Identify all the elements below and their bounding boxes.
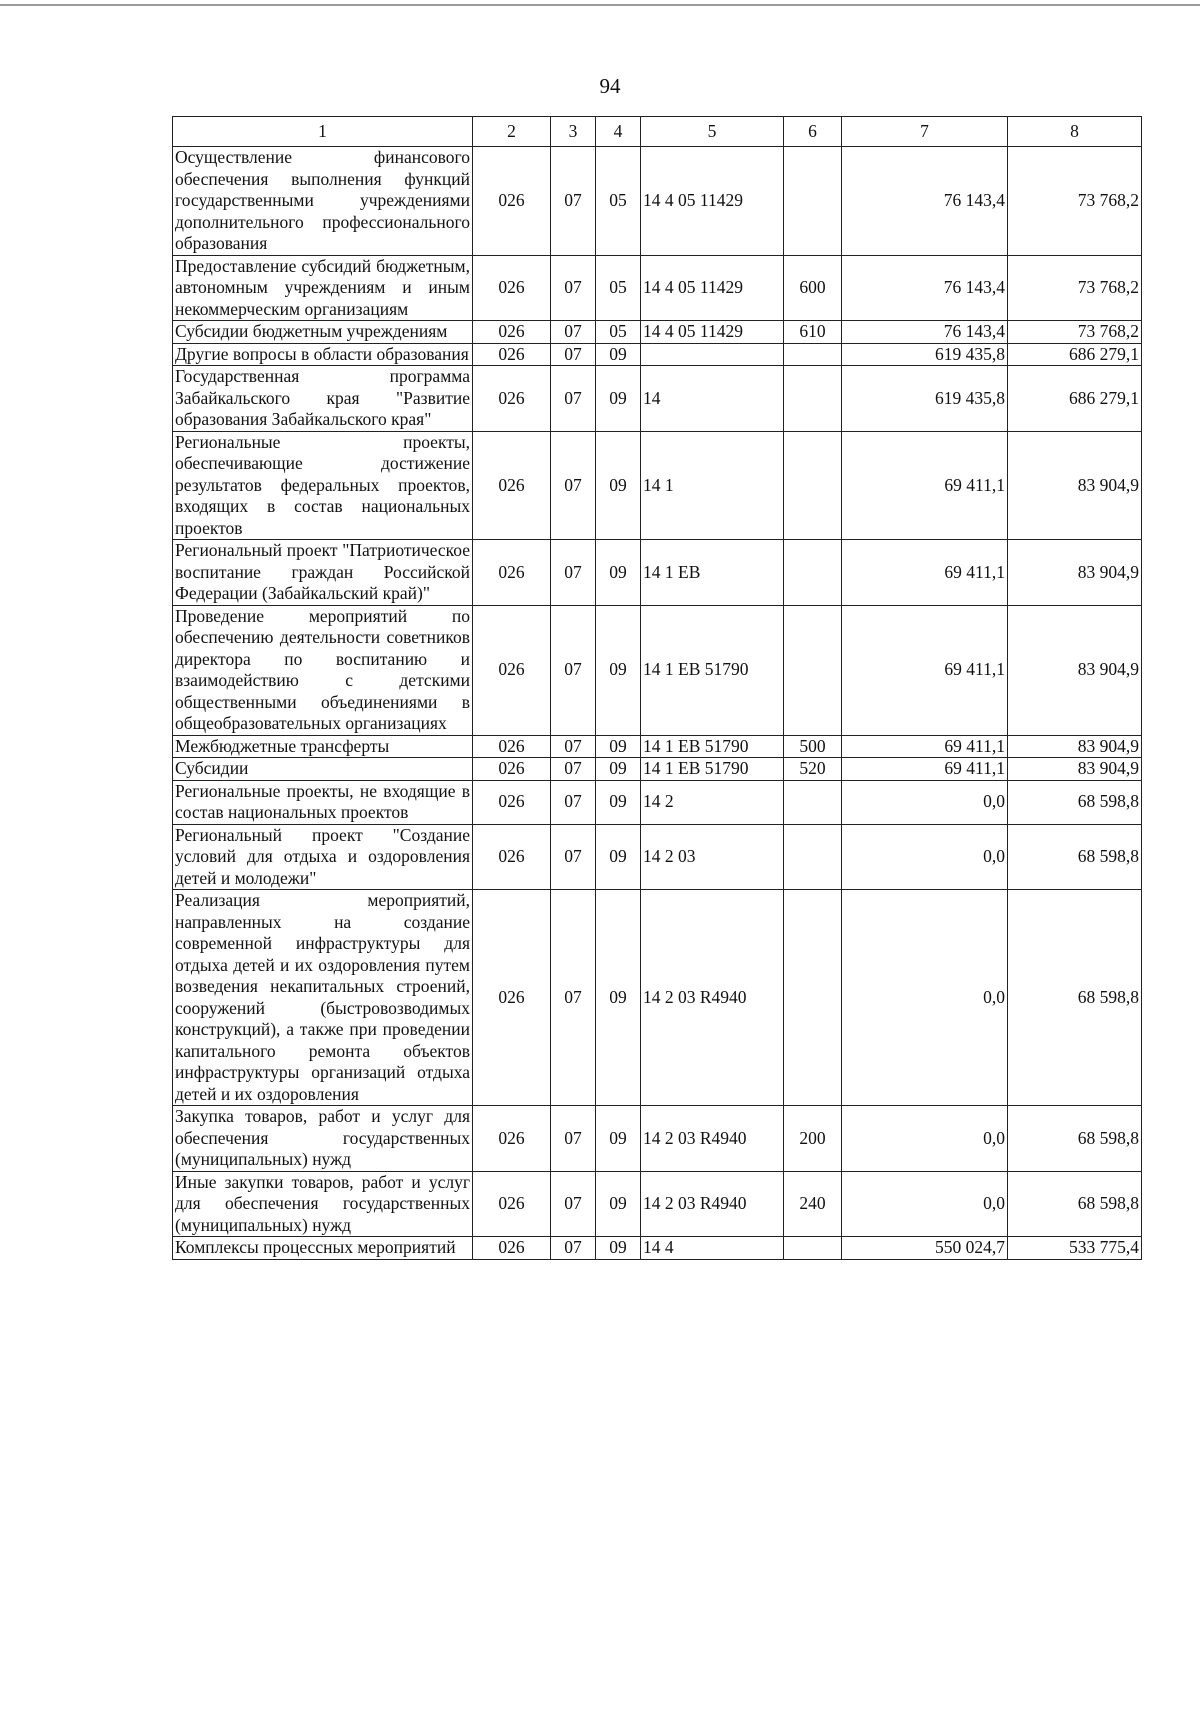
page-number: 94 xyxy=(599,74,621,98)
cell-section-code: 07 xyxy=(551,780,596,824)
cell-section-code: 07 xyxy=(551,255,596,321)
row-description: Закупка товаров, работ и услуг для обеспечения государственных (муниципальных) нужд xyxy=(173,1106,473,1172)
row-description: Другие вопросы в области образования xyxy=(173,343,473,366)
cell-target-article: 14 1 xyxy=(641,431,784,540)
cell-section-code: 07 xyxy=(551,343,596,366)
cell-subsection-code: 09 xyxy=(596,343,641,366)
cell-subsection-code: 09 xyxy=(596,1237,641,1260)
cell-subsection-code: 09 xyxy=(596,890,641,1106)
cell-amount-year2: 686 279,1 xyxy=(1008,366,1142,432)
cell-target-article: 14 1 ЕВ xyxy=(641,540,784,606)
column-header-4: 4 xyxy=(596,117,641,147)
budget-table xyxy=(172,116,1142,1260)
cell-section-code: 07 xyxy=(551,431,596,540)
table-row xyxy=(173,780,1142,824)
cell-target-article: 14 2 xyxy=(641,780,784,824)
table-row xyxy=(173,824,1142,890)
cell-expense-type xyxy=(784,605,842,735)
cell-subsection-code: 09 xyxy=(596,431,641,540)
row-description: Проведение мероприятий по обеспечению деятельности советников директора по воспитанию и взаимодействию с детскими общественными объединениями в общеобразовательных организациях xyxy=(173,605,473,735)
cell-amount-year2: 83 904,9 xyxy=(1008,431,1142,540)
column-header-2: 2 xyxy=(473,117,551,147)
cell-expense-type xyxy=(784,431,842,540)
column-header-1: 1 xyxy=(173,117,473,147)
cell-expense-type xyxy=(784,824,842,890)
cell-expense-type xyxy=(784,780,842,824)
cell-target-article: 14 2 03 R4940 xyxy=(641,890,784,1106)
cell-ministry-code: 026 xyxy=(473,735,551,758)
cell-ministry-code: 026 xyxy=(473,321,551,344)
cell-amount-year2: 73 768,2 xyxy=(1008,321,1142,344)
cell-target-article xyxy=(641,343,784,366)
cell-expense-type xyxy=(784,890,842,1106)
cell-section-code: 07 xyxy=(551,321,596,344)
cell-ministry-code: 026 xyxy=(473,1106,551,1172)
cell-section-code: 07 xyxy=(551,540,596,606)
cell-amount-year1: 76 143,4 xyxy=(842,321,1008,344)
cell-section-code: 07 xyxy=(551,758,596,781)
cell-target-article: 14 4 05 11429 xyxy=(641,147,784,256)
cell-amount-year1: 69 411,1 xyxy=(842,758,1008,781)
cell-target-article: 14 2 03 R4940 xyxy=(641,1171,784,1237)
cell-section-code: 07 xyxy=(551,366,596,432)
header-row xyxy=(173,117,1142,147)
cell-target-article: 14 1 ЕВ 51790 xyxy=(641,605,784,735)
cell-amount-year1: 76 143,4 xyxy=(842,147,1008,256)
cell-ministry-code: 026 xyxy=(473,758,551,781)
cell-ministry-code: 026 xyxy=(473,540,551,606)
cell-expense-type: 200 xyxy=(784,1106,842,1172)
cell-section-code: 07 xyxy=(551,824,596,890)
cell-section-code: 07 xyxy=(551,890,596,1106)
cell-target-article: 14 1 ЕВ 51790 xyxy=(641,758,784,781)
cell-section-code: 07 xyxy=(551,1171,596,1237)
cell-amount-year2: 68 598,8 xyxy=(1008,780,1142,824)
cell-expense-type: 610 xyxy=(784,321,842,344)
cell-subsection-code: 05 xyxy=(596,255,641,321)
cell-amount-year1: 69 411,1 xyxy=(842,735,1008,758)
cell-amount-year2: 73 768,2 xyxy=(1008,255,1142,321)
cell-section-code: 07 xyxy=(551,1237,596,1260)
cell-amount-year1: 619 435,8 xyxy=(842,343,1008,366)
cell-subsection-code: 09 xyxy=(596,780,641,824)
cell-amount-year1: 550 024,7 xyxy=(842,1237,1008,1260)
cell-amount-year1: 0,0 xyxy=(842,780,1008,824)
table-row xyxy=(173,366,1142,432)
cell-amount-year2: 68 598,8 xyxy=(1008,824,1142,890)
row-description: Межбюджетные трансферты xyxy=(173,735,473,758)
row-description: Государственная программа Забайкальского края "Развитие образования Забайкальского края" xyxy=(173,366,473,432)
table-row xyxy=(173,1171,1142,1237)
table-row xyxy=(173,1237,1142,1260)
cell-ministry-code: 026 xyxy=(473,605,551,735)
table-row xyxy=(173,540,1142,606)
table-row xyxy=(173,147,1142,256)
cell-expense-type: 240 xyxy=(784,1171,842,1237)
row-description: Реализация мероприятий, направленных на создание современной инфраструктуры для отдыха детей и их оздоровления путем возведения некапитальных строений, сооружений (быстровозводимых конструкций), а также при проведении капитального ремонта объектов инфраструктуры организаций отдыха детей и их оздоровления xyxy=(173,890,473,1106)
cell-expense-type xyxy=(784,343,842,366)
cell-subsection-code: 09 xyxy=(596,824,641,890)
cell-ministry-code: 026 xyxy=(473,147,551,256)
cell-expense-type: 520 xyxy=(784,758,842,781)
cell-subsection-code: 09 xyxy=(596,605,641,735)
column-header-3: 3 xyxy=(551,117,596,147)
cell-ministry-code: 026 xyxy=(473,890,551,1106)
cell-amount-year2: 68 598,8 xyxy=(1008,1106,1142,1172)
cell-amount-year1: 0,0 xyxy=(842,1106,1008,1172)
cell-ministry-code: 026 xyxy=(473,1171,551,1237)
cell-amount-year2: 533 775,4 xyxy=(1008,1237,1142,1260)
table-row xyxy=(173,255,1142,321)
row-description: Региональный проект "Патриотическое воспитание граждан Российской Федерации (Забайкальский край)" xyxy=(173,540,473,606)
column-header-6: 6 xyxy=(784,117,842,147)
cell-amount-year1: 0,0 xyxy=(842,890,1008,1106)
cell-expense-type xyxy=(784,1237,842,1260)
column-header-7: 7 xyxy=(842,117,1008,147)
cell-section-code: 07 xyxy=(551,735,596,758)
row-description: Субсидии бюджетным учреждениям xyxy=(173,321,473,344)
cell-ministry-code: 026 xyxy=(473,780,551,824)
cell-target-article: 14 2 03 xyxy=(641,824,784,890)
table-row xyxy=(173,431,1142,540)
row-description: Региональные проекты, не входящие в состав национальных проектов xyxy=(173,780,473,824)
row-description: Осуществление финансового обеспечения выполнения функций государственными учреждениями дополнительного профессионального образования xyxy=(173,147,473,256)
cell-ministry-code: 026 xyxy=(473,366,551,432)
table-row xyxy=(173,321,1142,344)
table-row xyxy=(173,605,1142,735)
cell-expense-type: 500 xyxy=(784,735,842,758)
column-header-8: 8 xyxy=(1008,117,1142,147)
cell-target-article: 14 4 05 11429 xyxy=(641,255,784,321)
cell-target-article: 14 4 05 11429 xyxy=(641,321,784,344)
cell-section-code: 07 xyxy=(551,147,596,256)
row-description: Региональный проект "Создание условий для отдыха и оздоровления детей и молодежи" xyxy=(173,824,473,890)
table-row xyxy=(173,343,1142,366)
cell-subsection-code: 09 xyxy=(596,1171,641,1237)
cell-subsection-code: 05 xyxy=(596,147,641,256)
row-description: Предоставление субсидий бюджетным, автономным учреждениям и иным некоммерческим организациям xyxy=(173,255,473,321)
cell-section-code: 07 xyxy=(551,605,596,735)
cell-expense-type xyxy=(784,366,842,432)
cell-amount-year2: 83 904,9 xyxy=(1008,540,1142,606)
cell-amount-year2: 73 768,2 xyxy=(1008,147,1142,256)
cell-ministry-code: 026 xyxy=(473,824,551,890)
cell-subsection-code: 09 xyxy=(596,540,641,606)
cell-section-code: 07 xyxy=(551,1106,596,1172)
cell-ministry-code: 026 xyxy=(473,431,551,540)
cell-ministry-code: 026 xyxy=(473,1237,551,1260)
cell-amount-year1: 619 435,8 xyxy=(842,366,1008,432)
table-row xyxy=(173,758,1142,781)
cell-subsection-code: 09 xyxy=(596,735,641,758)
column-header-5: 5 xyxy=(641,117,784,147)
cell-amount-year2: 83 904,9 xyxy=(1008,605,1142,735)
cell-amount-year2: 686 279,1 xyxy=(1008,343,1142,366)
cell-subsection-code: 09 xyxy=(596,366,641,432)
cell-amount-year1: 76 143,4 xyxy=(842,255,1008,321)
cell-ministry-code: 026 xyxy=(473,343,551,366)
cell-expense-type: 600 xyxy=(784,255,842,321)
cell-target-article: 14 1 ЕВ 51790 xyxy=(641,735,784,758)
cell-amount-year1: 69 411,1 xyxy=(842,540,1008,606)
cell-subsection-code: 09 xyxy=(596,758,641,781)
cell-target-article: 14 4 xyxy=(641,1237,784,1260)
table-row xyxy=(173,735,1142,758)
cell-target-article: 14 2 03 R4940 xyxy=(641,1106,784,1172)
cell-amount-year1: 0,0 xyxy=(842,824,1008,890)
table-row xyxy=(173,890,1142,1106)
cell-amount-year2: 68 598,8 xyxy=(1008,890,1142,1106)
cell-expense-type xyxy=(784,147,842,256)
cell-amount-year2: 68 598,8 xyxy=(1008,1171,1142,1237)
cell-ministry-code: 026 xyxy=(473,255,551,321)
row-description: Иные закупки товаров, работ и услуг для обеспечения государственных (муниципальных) нужд xyxy=(173,1171,473,1237)
cell-amount-year2: 83 904,9 xyxy=(1008,735,1142,758)
top-border-line xyxy=(0,4,1200,6)
cell-amount-year1: 0,0 xyxy=(842,1171,1008,1237)
cell-subsection-code: 09 xyxy=(596,1106,641,1172)
cell-subsection-code: 05 xyxy=(596,321,641,344)
cell-target-article: 14 xyxy=(641,366,784,432)
table-body xyxy=(173,117,1142,1260)
cell-expense-type xyxy=(784,540,842,606)
row-description: Комплексы процессных мероприятий xyxy=(173,1237,473,1260)
cell-amount-year1: 69 411,1 xyxy=(842,605,1008,735)
cell-amount-year2: 83 904,9 xyxy=(1008,758,1142,781)
table-row xyxy=(173,1106,1142,1172)
row-description: Региональные проекты, обеспечивающие достижение результатов федеральных проектов, входящих в состав национальных проектов xyxy=(173,431,473,540)
cell-amount-year1: 69 411,1 xyxy=(842,431,1008,540)
row-description: Субсидии xyxy=(173,758,473,781)
